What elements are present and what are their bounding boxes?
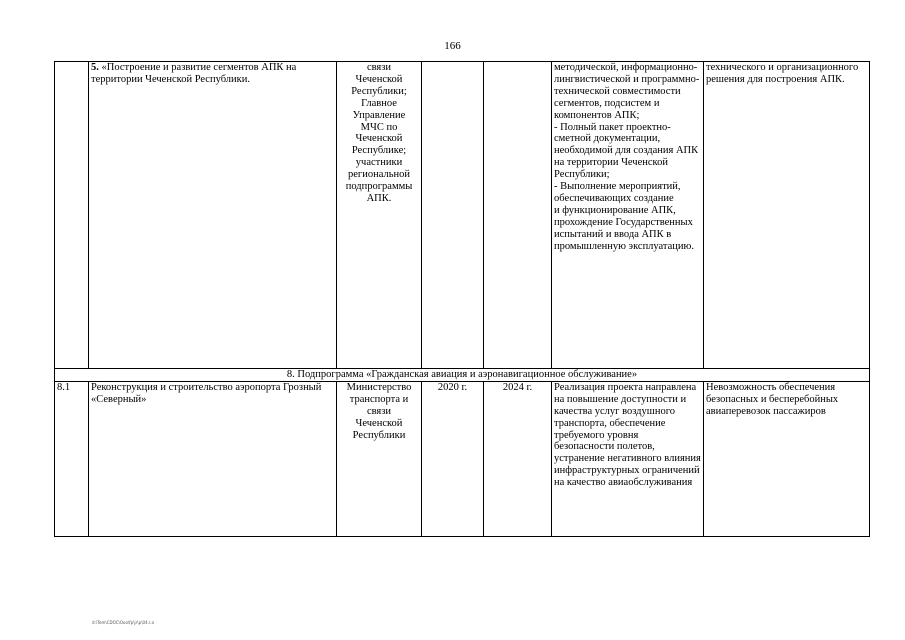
page-number: 166 bbox=[444, 40, 461, 52]
footer-file-stamp: d:\Tem\CDOC\Ooo\fp\jr\p\04.r.a bbox=[92, 620, 154, 625]
cell-number bbox=[55, 62, 89, 369]
cell-end-year: 2024 г. bbox=[484, 381, 552, 536]
cell-risk: Невозможность обеспечения безопасных и бесперебойных авиаперевозок пассажиров bbox=[704, 381, 870, 536]
cell-end-year bbox=[484, 62, 552, 369]
cell-measure-name bbox=[89, 62, 337, 369]
measure-name-text: «Построение и развитие сегментов АПК на территории Чеченской Республики. bbox=[91, 62, 297, 85]
section-header-row bbox=[55, 369, 870, 382]
cell-executor: связи Чеченской Республики; Главное Управление МЧС по Чеченской Республике; участники региональной подпрограммы АПК. bbox=[337, 62, 422, 369]
program-table bbox=[54, 61, 870, 537]
table-row bbox=[55, 62, 870, 369]
table-row bbox=[55, 381, 870, 536]
cell-start-year bbox=[422, 62, 484, 369]
section-title: 8. Подпрограмма «Гражданская авиация и аэронавигационное обслуживание» bbox=[55, 369, 870, 382]
cell-executor: Министерство транспорта и связи Чеченской Республики bbox=[337, 381, 422, 536]
measure-number: 5. bbox=[91, 62, 99, 73]
cell-expected-result: Реализация проекта направлена на повышение доступности и качества услуг воздушного транспорта, обеспечение требуемого уровня безопасности полетов, устранение негативного влияния инфраструктурных ограничений на качество авиаобслуживания bbox=[552, 381, 704, 536]
cell-risk: технического и организационного решения для построения АПК. bbox=[704, 62, 870, 369]
cell-expected-result: методической, информационно-лингвистической и программно-технической совместимости сегментов, подсистем и компонентов АПК; - Полный пакет проектно-сметной документации, необходимой для создания АПК на территории Чеченской Республики; - Выполнение мероприятий, обеспечивающих создание и функционирование АПК, прохождение Государственных испытаний и ввода АПК в промышленную эксплуатацию. bbox=[552, 62, 704, 369]
cell-start-year: 2020 г. bbox=[422, 381, 484, 536]
cell-number: 8.1 bbox=[55, 381, 89, 536]
cell-measure-name: Реконструкция и строительство аэропорта Грозный «Северный» bbox=[89, 381, 337, 536]
